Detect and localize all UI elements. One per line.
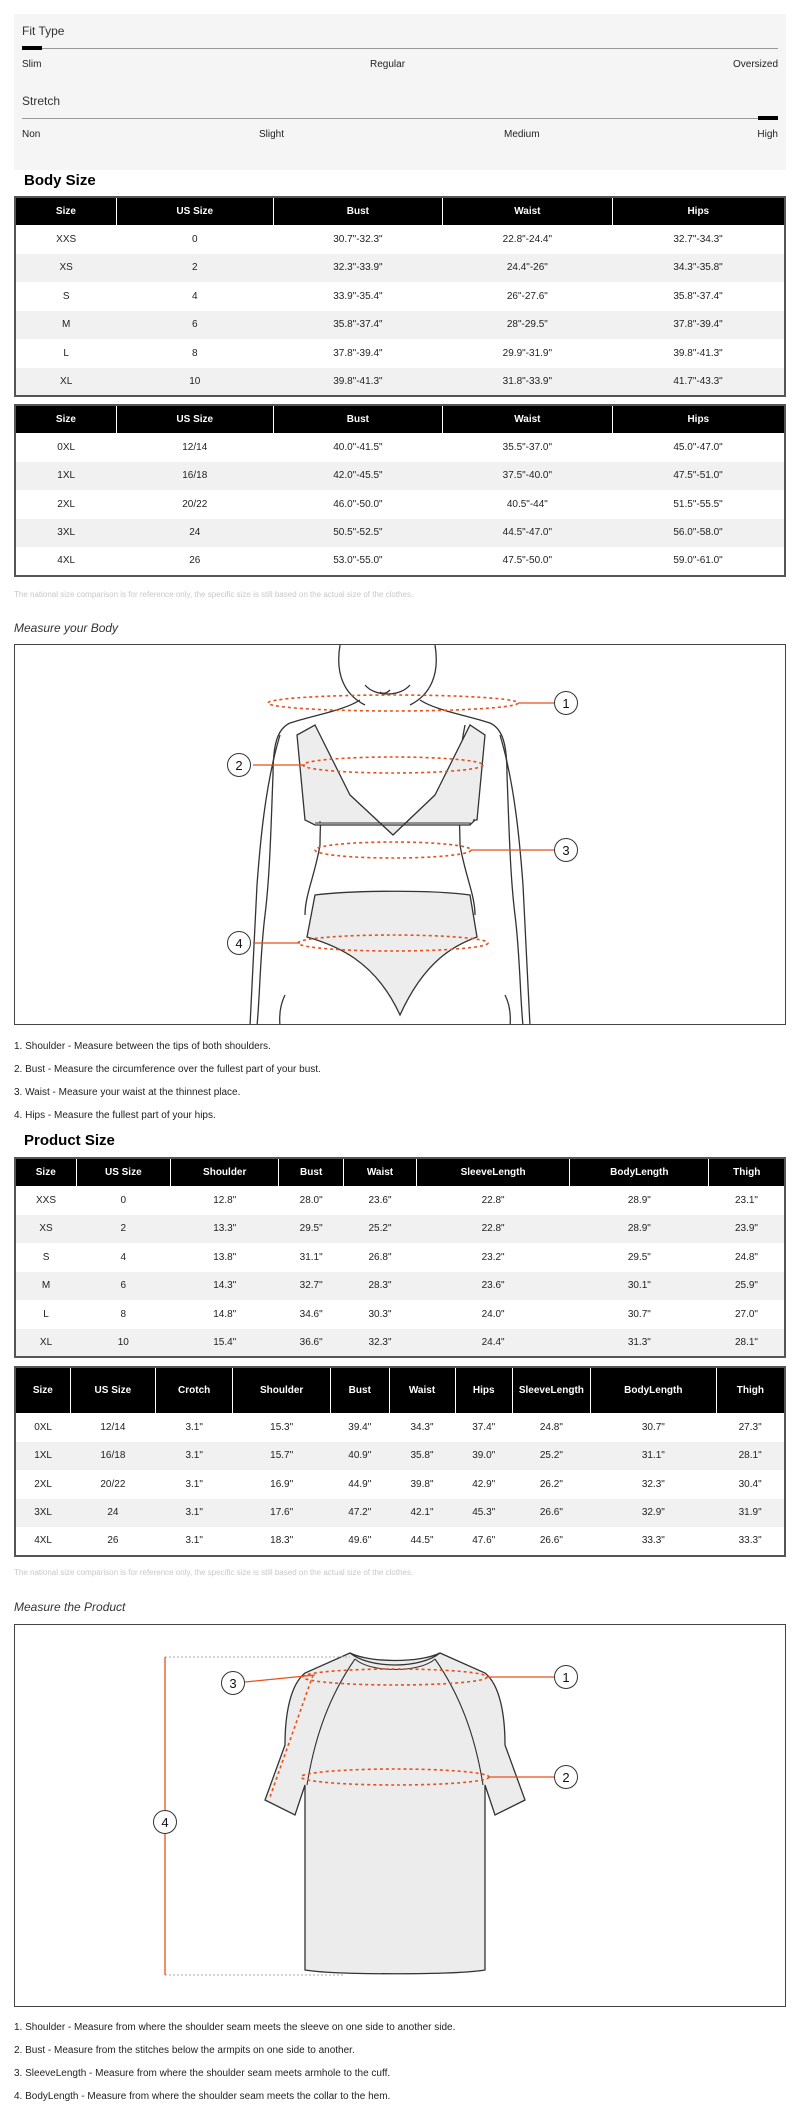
table-cell: 49.6" — [348, 1535, 372, 1547]
table-cell: 51.5"-55.5" — [673, 498, 723, 510]
table-cell: 4 — [191, 290, 198, 302]
table-cell: 41.7"-43.3" — [612, 368, 785, 397]
stretch-tick-medium: Medium — [504, 129, 540, 140]
table-cell: 26.2" — [539, 1478, 563, 1490]
table-cell: 31.3" — [570, 1329, 709, 1358]
table-cell: 24 — [70, 1499, 155, 1528]
table-cell: 22.8"-24.4" — [502, 233, 553, 245]
table-cell: 23.9" — [709, 1215, 785, 1244]
table-cell: 35.5"-37.0" — [502, 441, 553, 453]
table-row — [15, 1499, 785, 1528]
table-cell: 3.1" — [156, 1442, 233, 1471]
table-header-row — [15, 405, 785, 433]
table-row — [15, 1470, 785, 1499]
instruction-hips: 4. Hips - Measure the fullest part of your hips. — [14, 1110, 216, 1121]
table-cell: 28.9" — [627, 1194, 651, 1206]
body-size-table — [14, 196, 786, 397]
table-cell: 39.8" — [410, 1478, 434, 1490]
table-cell: 46.0"-50.0" — [333, 498, 383, 510]
table-cell: 3XL — [15, 519, 116, 548]
table-cell: 28.0" — [299, 1194, 323, 1206]
table-cell: 26.6" — [512, 1499, 590, 1528]
table-cell: 59.0"-61.0" — [673, 555, 723, 567]
table-cell: 39.4" — [348, 1421, 372, 1433]
table-cell: 40.9" — [331, 1442, 389, 1471]
table-cell: 12.8" — [213, 1194, 237, 1206]
callout-hips: 4 — [227, 931, 251, 955]
table-cell: 30.7" — [641, 1421, 665, 1433]
table-cell: 47.2" — [331, 1499, 389, 1528]
table-cell: 37.4" — [472, 1421, 496, 1433]
table-cell: 26.8" — [368, 1251, 392, 1263]
table-cell: 10 — [76, 1329, 171, 1358]
table-row — [15, 1300, 785, 1329]
table-cell: 28.1" — [716, 1442, 785, 1471]
table-cell: 18.3" — [270, 1535, 294, 1547]
table-cell: 29.9"-31.9" — [502, 347, 553, 359]
column-header: US Size — [76, 1158, 171, 1186]
product-size-title: Product Size — [24, 1132, 115, 1149]
table-cell: 16/18 — [116, 462, 273, 491]
table-cell: 25.9" — [709, 1272, 785, 1301]
table-cell: S — [42, 1251, 50, 1263]
table-cell: 25.2" — [512, 1442, 590, 1471]
table-cell: 24.4" — [417, 1329, 570, 1358]
column-header: BodyLength — [570, 1158, 709, 1186]
table-cell: 28"-29.5" — [443, 311, 612, 340]
table-cell: 32.7" — [279, 1272, 344, 1301]
table-row — [15, 1186, 785, 1215]
table-cell: 33.3" — [738, 1535, 762, 1547]
table-cell: 37.8"-39.4" — [612, 311, 785, 340]
table-cell: 22.8" — [481, 1194, 505, 1206]
table-cell: 44.9" — [348, 1478, 372, 1490]
table-cell: 0XL — [57, 441, 76, 453]
table-cell: 22.8" — [417, 1215, 570, 1244]
stretch-label: Stretch — [22, 94, 61, 108]
table-cell: 0 — [120, 1194, 127, 1206]
table-cell: 37.5"-40.0" — [443, 462, 612, 491]
table-row — [15, 547, 785, 576]
table-cell: 26 — [107, 1535, 119, 1547]
column-header: Bust — [273, 405, 442, 433]
column-header: SleeveLength — [417, 1158, 570, 1186]
table-row — [15, 1272, 785, 1301]
column-header: US Size — [116, 405, 273, 433]
table-cell: 44.5"-47.0" — [443, 519, 612, 548]
table-cell: 24.0" — [481, 1308, 505, 1320]
body-size-title: Body Size — [24, 172, 96, 189]
table-cell: 20/22 — [100, 1478, 126, 1490]
table-cell: 33.3" — [641, 1535, 665, 1547]
table-cell: 6 — [76, 1272, 171, 1301]
fit-panel — [14, 14, 786, 170]
table-row — [15, 433, 785, 462]
table-cell: 45.3" — [455, 1499, 512, 1528]
table-cell: 37.8"-39.4" — [333, 347, 383, 359]
column-header: Hips — [455, 1367, 512, 1413]
fit-type-marker — [22, 46, 42, 50]
fit-tick-regular: Regular — [370, 59, 406, 70]
table-cell: 30.1" — [570, 1272, 709, 1301]
shirt-outline-illustration — [15, 1625, 786, 2007]
column-header: Waist — [343, 1158, 416, 1186]
table-cell: 16.9" — [270, 1478, 294, 1490]
table-cell: 29.5" — [279, 1215, 344, 1244]
table-cell: 47.5"-50.0" — [502, 555, 553, 567]
table-cell: 30.3" — [368, 1308, 392, 1320]
column-header: Shoulder — [171, 1158, 279, 1186]
table-cell: 16/18 — [70, 1442, 155, 1471]
table-cell: XXS — [36, 1194, 57, 1206]
instruction-shoulder: 1. Shoulder - Measure between the tips of both shoulders. — [14, 1041, 271, 1052]
column-header: Thigh — [709, 1158, 785, 1186]
table-cell: 12/14 — [182, 441, 208, 453]
table-cell: 3XL — [15, 1499, 70, 1528]
table-cell: 3.1" — [185, 1421, 203, 1433]
measure-body-title: Measure your Body — [14, 621, 119, 635]
table-cell: 50.5"-52.5" — [273, 519, 442, 548]
table-cell: 32.3" — [641, 1478, 665, 1490]
table-cell: 23.6" — [368, 1194, 392, 1206]
table-row — [15, 339, 785, 368]
table-cell: 35.8"-37.4" — [673, 290, 723, 302]
table-cell: 42.1" — [389, 1499, 455, 1528]
table-cell: 24.8" — [734, 1251, 758, 1263]
column-header: Bust — [331, 1367, 389, 1413]
table-header-row — [15, 1158, 785, 1186]
table-cell: 2 — [116, 254, 273, 283]
instruction-product-bodylength: 4. BodyLength - Measure from where the shoulder seam meets the collar to the hem. — [14, 2091, 391, 2102]
table-row — [15, 225, 785, 254]
table-cell: 24.8" — [539, 1421, 563, 1433]
column-header: Bust — [273, 197, 442, 225]
table-cell: 26.6" — [539, 1535, 563, 1547]
table-cell: 0 — [191, 233, 198, 245]
table-cell: 31.9" — [716, 1499, 785, 1528]
table-cell: XL — [15, 1329, 76, 1358]
table-cell: 6 — [116, 311, 273, 340]
table-cell: 32.9" — [590, 1499, 716, 1528]
table-cell: 40.5"-44" — [506, 498, 548, 510]
column-header: BodyLength — [590, 1367, 716, 1413]
body-outline-illustration — [15, 645, 786, 1025]
table-cell: 13.3" — [171, 1215, 279, 1244]
table-cell: 4 — [120, 1251, 127, 1263]
table-cell: 47.5"-51.0" — [612, 462, 785, 491]
column-header: Size — [15, 405, 116, 433]
column-header: Waist — [443, 197, 612, 225]
table-cell: 30.7" — [627, 1308, 651, 1320]
table-row — [15, 1243, 785, 1272]
stretch-scale — [22, 118, 778, 119]
table-cell: 8 — [120, 1308, 127, 1320]
table-cell: L — [63, 347, 69, 359]
table-cell: 4XL — [34, 1535, 52, 1547]
table-row — [15, 490, 785, 519]
column-header: Bust — [279, 1158, 344, 1186]
table-cell: 3.1" — [156, 1499, 233, 1528]
table-cell: M — [15, 311, 116, 340]
table-cell: 15.7" — [233, 1442, 331, 1471]
table-cell: 32.3" — [343, 1329, 416, 1358]
table-cell: 31.1" — [299, 1251, 323, 1263]
table-cell: 23.1" — [734, 1194, 758, 1206]
column-header: Size — [15, 1367, 70, 1413]
column-header: Hips — [612, 197, 785, 225]
table-cell: 2 — [76, 1215, 171, 1244]
table-cell: 39.8"-41.3" — [273, 368, 442, 397]
column-header: Hips — [612, 405, 785, 433]
table-cell: 31.1" — [590, 1442, 716, 1471]
table-cell: 30.7"-32.3" — [333, 233, 383, 245]
table-row — [15, 254, 785, 283]
table-cell: 26 — [189, 555, 201, 567]
column-header: Waist — [443, 405, 612, 433]
size-disclaimer: The national size comparison is for reference only, the specific size is still based on the actual size of the clothes. — [14, 590, 414, 599]
table-cell: 23.2" — [481, 1251, 505, 1263]
table-cell: 15.4" — [171, 1329, 279, 1358]
table-row — [15, 519, 785, 548]
table-cell: 14.8" — [213, 1308, 237, 1320]
table-cell: 34.6" — [299, 1308, 323, 1320]
table-cell: 3.1" — [185, 1535, 203, 1547]
stretch-tick-high: High — [757, 129, 778, 140]
product-size-table — [14, 1157, 786, 1358]
table-cell: 56.0"-58.0" — [612, 519, 785, 548]
instruction-product-shoulder: 1. Shoulder - Measure from where the shoulder seam meets the sleeve on one side to another side. — [14, 2022, 456, 2033]
column-header: Shoulder — [233, 1367, 331, 1413]
table-header-row — [15, 197, 785, 225]
table-cell: 3.1" — [185, 1478, 203, 1490]
table-cell: 29.5" — [627, 1251, 651, 1263]
callout-waist: 3 — [554, 838, 578, 862]
table-row — [15, 282, 785, 311]
table-cell: 15.3" — [270, 1421, 294, 1433]
table-cell: 17.6" — [233, 1499, 331, 1528]
table-cell: 24.4"-26" — [443, 254, 612, 283]
table-cell: 25.2" — [343, 1215, 416, 1244]
table-cell: 2XL — [57, 498, 76, 510]
fit-tick-oversized: Oversized — [732, 59, 778, 70]
table-row — [15, 368, 785, 397]
column-header: Waist — [389, 1367, 455, 1413]
table-row — [15, 1413, 785, 1442]
table-cell: 33.9"-35.4" — [333, 290, 383, 302]
table-cell: XL — [15, 368, 116, 397]
stretch-marker — [758, 116, 778, 120]
measure-product-title: Measure the Product — [14, 1600, 126, 1614]
callout-product-shoulder: 1 — [554, 1665, 578, 1689]
table-cell: 35.8" — [389, 1442, 455, 1471]
table-cell: 8 — [191, 347, 198, 359]
table-cell: 1XL — [15, 462, 116, 491]
table-cell: L — [43, 1308, 49, 1320]
table-cell: 31.8"-33.9" — [443, 368, 612, 397]
table-cell: 2XL — [34, 1478, 52, 1490]
table-cell: 0XL — [34, 1421, 52, 1433]
instruction-bust: 2. Bust - Measure the circumference over the fullest part of your bust. — [14, 1064, 321, 1075]
table-cell: 32.7"-34.3" — [673, 233, 723, 245]
table-cell: 10 — [116, 368, 273, 397]
table-cell: 34.3"-35.8" — [612, 254, 785, 283]
table-cell: XS — [15, 1215, 76, 1244]
table-row — [15, 462, 785, 491]
instruction-product-bust: 2. Bust - Measure from the stitches below the armpits on one side to another. — [14, 2045, 355, 2056]
table-row — [15, 1442, 785, 1471]
fit-type-scale — [22, 48, 778, 49]
table-cell: 35.8"-37.4" — [273, 311, 442, 340]
callout-bust: 2 — [227, 753, 251, 777]
column-header: Size — [15, 197, 116, 225]
stretch-tick-slight: Slight — [259, 129, 285, 140]
table-cell: 13.8" — [213, 1251, 237, 1263]
table-row — [15, 311, 785, 340]
column-header: Crotch — [156, 1367, 233, 1413]
instruction-waist: 3. Waist - Measure your waist at the thinnest place. — [14, 1087, 241, 1098]
table-cell: 53.0"-55.0" — [333, 555, 383, 567]
fit-type-label: Fit Type — [22, 24, 65, 38]
table-cell: 40.0"-41.5" — [333, 441, 383, 453]
table-cell: 14.3" — [171, 1272, 279, 1301]
table-row — [15, 1329, 785, 1358]
table-cell: M — [15, 1272, 76, 1301]
product-size-plus-table — [14, 1366, 786, 1557]
table-cell: 28.9" — [570, 1215, 709, 1244]
table-cell: 27.0" — [734, 1308, 758, 1320]
table-cell: 27.3" — [738, 1421, 762, 1433]
table-cell: 28.3" — [343, 1272, 416, 1301]
table-header-row — [15, 1367, 785, 1413]
column-header: US Size — [116, 197, 273, 225]
stretch-tick-non: Non — [22, 129, 41, 140]
callout-shoulder: 1 — [554, 691, 578, 715]
table-cell: 1XL — [15, 1442, 70, 1471]
table-row — [15, 1527, 785, 1556]
table-cell: 12/14 — [100, 1421, 126, 1433]
table-cell: 39.0" — [455, 1442, 512, 1471]
body-measure-figure — [14, 644, 786, 1025]
instruction-product-sleeve: 3. SleeveLength - Measure from where the shoulder seam meets armhole to the cuff. — [14, 2068, 391, 2079]
table-cell: 39.8"-41.3" — [673, 347, 723, 359]
column-header: SleeveLength — [512, 1367, 590, 1413]
table-cell: 20/22 — [182, 498, 208, 510]
table-cell: 4XL — [57, 555, 76, 567]
table-cell: 36.6" — [279, 1329, 344, 1358]
table-cell: 24 — [116, 519, 273, 548]
product-measure-figure — [14, 1624, 786, 2007]
callout-product-sleeve: 3 — [221, 1671, 245, 1695]
table-cell: 42.0"-45.5" — [273, 462, 442, 491]
column-header: Size — [15, 1158, 76, 1186]
body-size-plus-table — [14, 404, 786, 577]
table-cell: S — [62, 290, 70, 302]
table-cell: 26"-27.6" — [506, 290, 548, 302]
column-header: US Size — [70, 1367, 155, 1413]
table-cell: 30.4" — [738, 1478, 762, 1490]
column-header: Thigh — [716, 1367, 785, 1413]
table-cell: 34.3" — [410, 1421, 434, 1433]
table-cell: 47.6" — [472, 1535, 496, 1547]
table-cell: XS — [15, 254, 116, 283]
fit-tick-slim: Slim — [22, 59, 42, 70]
callout-product-bodylength: 4 — [153, 1810, 177, 1834]
table-cell: 42.9" — [472, 1478, 496, 1490]
product-size-disclaimer: The national size comparison is for reference only, the specific size is still based on the actual size of the clothes. — [14, 1568, 414, 1577]
table-cell: 32.3"-33.9" — [273, 254, 442, 283]
table-row — [15, 1215, 785, 1244]
table-cell: 23.6" — [417, 1272, 570, 1301]
table-cell: 44.5" — [410, 1535, 434, 1547]
table-cell: 45.0"-47.0" — [673, 441, 723, 453]
table-cell: 28.1" — [709, 1329, 785, 1358]
callout-product-bust: 2 — [554, 1765, 578, 1789]
table-cell: XXS — [56, 233, 77, 245]
